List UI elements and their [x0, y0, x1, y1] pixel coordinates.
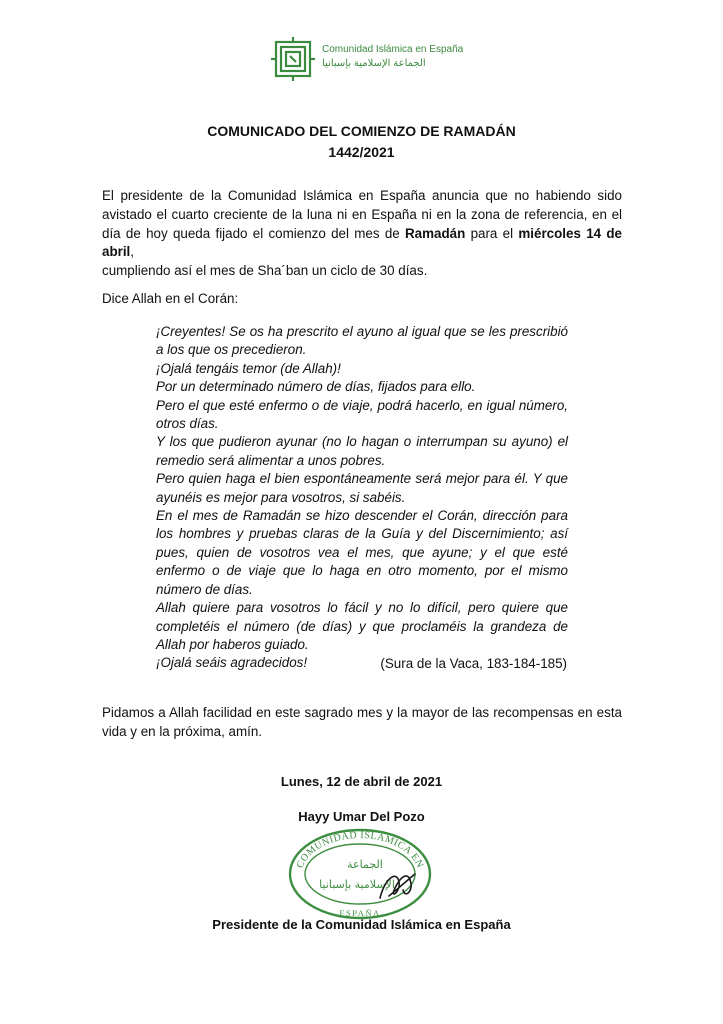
verse-line: Pero el que esté enfermo o de viaje, podrá hacerlo, en igual número, otros días.	[156, 397, 568, 432]
verse-line: Allah quiere para vosotros lo fácil y no lo difícil, pero quiere que completéis el número (de días) y que proclaméis la grandeza de Allah por haberos guiado.	[156, 600, 568, 652]
official-stamp	[285, 826, 435, 920]
organization-logo	[270, 36, 470, 90]
document-title: COMUNICADO DEL COMIENZO DE RAMADÁN	[207, 123, 516, 139]
quote-intro: Dice Allah en el Corán:	[102, 291, 239, 306]
document-year: 1442/2021	[328, 144, 395, 160]
logo-name-arabic: الجماعة الإسلامية بإسبانيا	[322, 58, 426, 69]
intro-last-line: cumpliendo así el mes de Sha´ban un ciclo de 30 días.	[102, 263, 428, 279]
signer-name: Hayy Umar Del Pozo	[298, 809, 425, 824]
ramadan-word: Ramadán	[405, 225, 466, 241]
stamp-top-text: COMUNIDAD ISLÁMICA EN	[294, 829, 426, 870]
intro-text-before: El presidente de la Comunidad Islámica en España anuncia que no habiendo sido avistado el cuarto creciente de la luna ni en España ni en la zona de referencia, en el día de hoy queda fijado el comienzo del mes de	[102, 188, 622, 241]
kufic-logo-icon	[270, 36, 316, 82]
verse-citation: (Sura de la Vaca, 183-184-185)	[380, 656, 567, 671]
verse-line: ¡Creyentes! Se os ha prescrito el ayuno al igual que se les prescribió a los que os precedieron.	[156, 324, 568, 358]
verse-line: Y los que pudieron ayunar (no lo hagan o interrumpan su ayuno) el remedio será alimentar a unos pobres.	[156, 434, 568, 468]
stamp-arabic-line2: الإسلامية بإسبانيا	[319, 878, 395, 891]
verse-line: ¡Ojalá tengáis temor (de Allah)!	[156, 360, 341, 376]
signer-role: Presidente de la Comunidad Islámica en España	[212, 917, 511, 932]
logo-text	[322, 44, 463, 70]
announcement-paragraph	[102, 187, 622, 281]
closing-paragraph: Pidamos a Allah facilidad en este sagrado mes y la mayor de las recompensas en esta vida y en la próxima, amín.	[102, 705, 622, 739]
stamp-arabic-line1: الجماعة	[347, 858, 383, 871]
verse-line: Por un determinado número de días, fijados para ello.	[156, 379, 476, 395]
verse-line: En el mes de Ramadán se hizo descender el Corán, dirección para los hombres y pruebas claras de la Guía y del Discernimiento; así pues, quien de vosotros vea el mes, que ayune; y el que esté enfermo o de viaje que lo haga en otro momento, por el mismo número de días.	[156, 508, 568, 597]
quran-verses	[156, 323, 568, 673]
logo-name: Comunidad Islámica en España	[322, 44, 464, 55]
intro-text-after: ,	[130, 244, 135, 260]
verse-line: ¡Ojalá seáis agradecidos!	[156, 655, 308, 671]
document-date: Lunes, 12 de abril de 2021	[280, 774, 443, 789]
stamp-bottom-text: ESPAÑA	[339, 908, 381, 918]
start-date: miércoles 14 de abril	[102, 225, 622, 260]
intro-text-middle: para el	[465, 225, 519, 241]
verse-line: Pero quien haga el bien espontáneamente será mejor para él. Y que ayunéis es mejor para vosotros, si sabéis.	[156, 471, 568, 505]
